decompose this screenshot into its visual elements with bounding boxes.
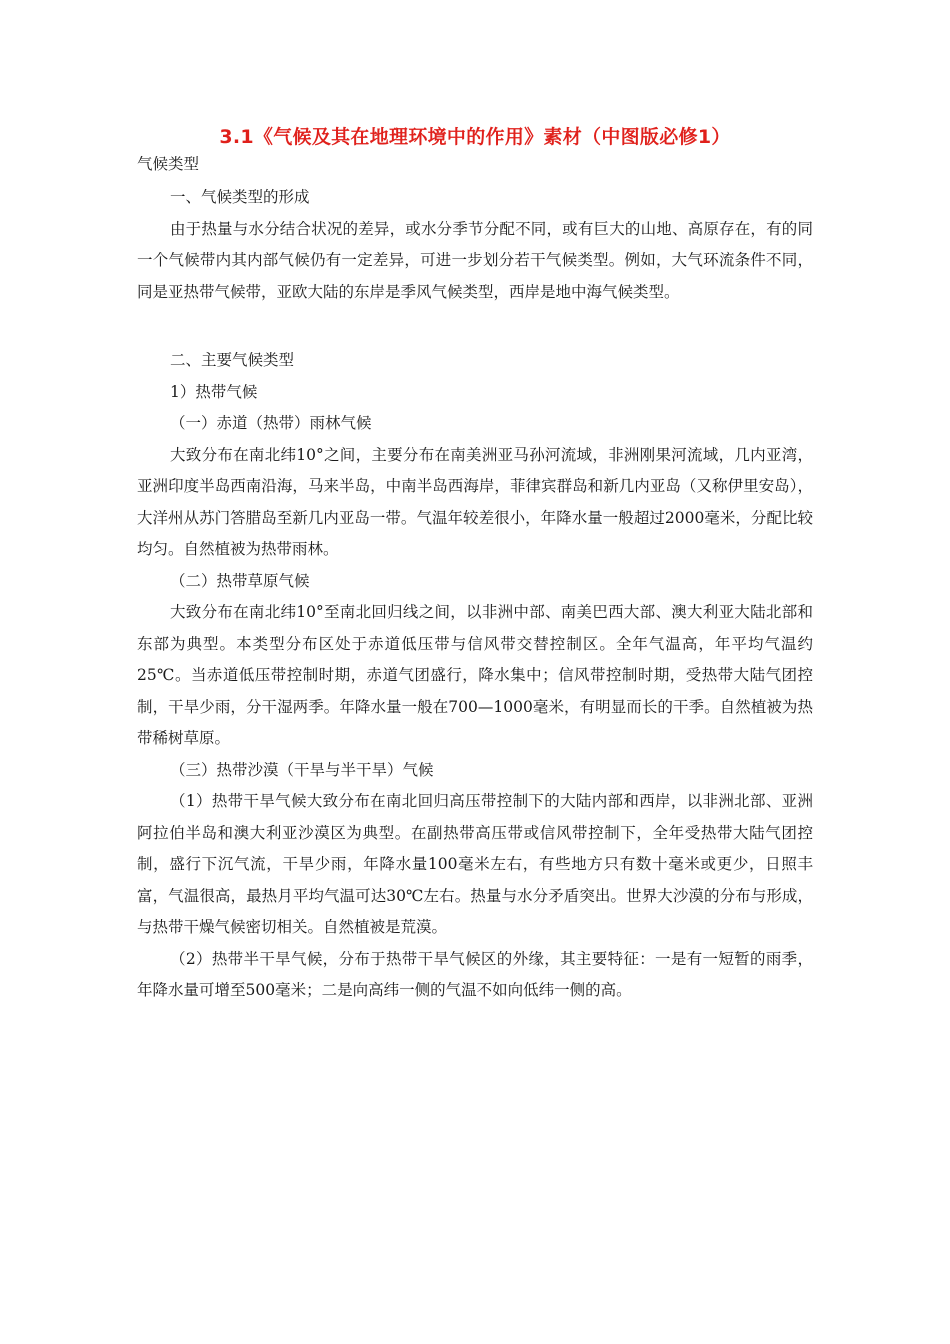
subheading-formation: 一、气候类型的形成 <box>170 188 310 206</box>
section-heading: 气候类型 <box>137 155 200 173</box>
subheading-desert: （三）热带沙漠（干旱与半干旱）气候 <box>170 760 434 779</box>
paragraph-semi-arid: （2）热带半干旱气候，分布于热带干旱气候区的外缘，其主要特征：一是有一短暂的雨季，年降水量可增至500毫米；二是向高纬一侧的气温不如向低纬一侧的高。 <box>137 949 813 999</box>
subheading-rainforest: （一）赤道（热带）雨林气候 <box>170 414 372 432</box>
blank-line <box>137 308 813 345</box>
document-title: 3.1《气候及其在地理环境中的作用》素材（中图版必修1） <box>219 126 731 148</box>
paragraph-arid: （1）热带干旱气候大致分布在南北回归高压带控制下的大陆内部和西岸，以非洲北部、亚洲阿拉伯半岛和澳大利亚沙漠区为典型。在副热带高压带或信风带控制下，全年受热带大陆气团控制，盛行下沉气流，干旱少雨，年降水量100毫米左右，有些地方只有数十毫米或更少，日照丰富，气温很高，最热月平均气温可达30℃左右。热量与水分矛盾突出。世界大沙漠的分布与形成，与热带干燥气候密切相关。自然植被是荒漠。 <box>137 792 813 936</box>
subheading-savanna: （二）热带草原气候 <box>170 571 310 590</box>
paragraph-formation: 由于热量与水分结合状况的差异，或水分季节分配不同，或有巨大的山地、高原存在，有的同一个气候带内其内部气候仍有一定差异，可进一步划分若干气候类型。例如，大气环流条件不同，同是亚热带气候带，亚欧大陆的东岸是季风气候类型，西岸是地中海气候类型。 <box>137 219 813 301</box>
document-body <box>137 182 813 1007</box>
subheading-tropical-climate: 1）热带气候 <box>170 382 258 401</box>
paragraph-rainforest: 大致分布在南北纬10°之间，主要分布在南美洲亚马孙河流域，非洲刚果河流域，几内亚湾，亚洲印度半岛西南沿海，马来半岛，中南半岛西海岸，菲律宾群岛和新几内亚岛（又称伊里安岛），大洋州从苏门答腊岛至新几内亚岛一带。气温年较差很小，年降水量一般超过2000毫米，分配比较均匀。自然植被为热带雨林。 <box>137 445 813 558</box>
subheading-main-types: 二、主要气候类型 <box>170 351 295 369</box>
paragraph-savanna: 大致分布在南北纬10°至南北回归线之间，以非洲中部、南美巴西大部、澳大利亚大陆北部和东部为典型。本类型分布区处于赤道低压带与信风带交替控制区。全年气温高，年平均气温约25℃。当赤道低压带控制时期，赤道气团盛行，降水集中；信风带控制时期，受热带大陆气团控制，干旱少雨，分干湿两季。年降水量一般在700—1000毫米，有明显而长的干季。自然植被为热带稀树草原。 <box>137 603 813 747</box>
